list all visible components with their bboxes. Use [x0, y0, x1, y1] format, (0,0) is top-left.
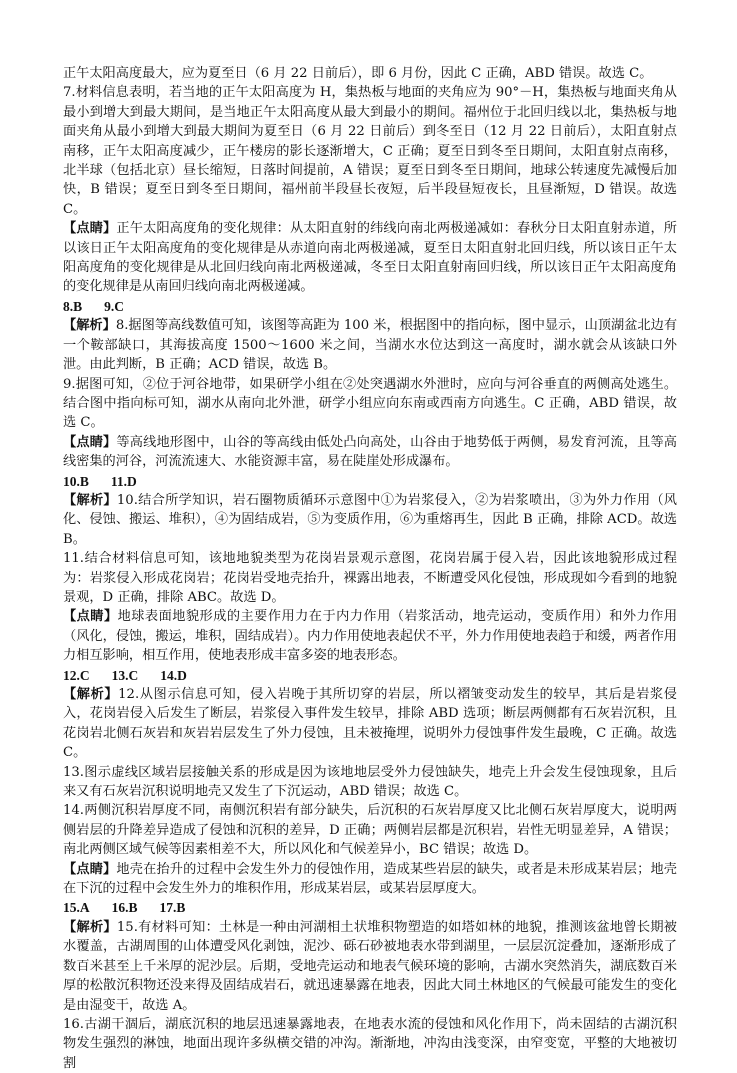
explanation-paragraph: [63, 491, 677, 549]
section-tag: 【点睛】: [63, 221, 117, 237]
section-tag: 【解析】: [63, 919, 117, 935]
answer-key: 13.C: [111, 667, 139, 683]
paragraph-text: 16.古湖干涸后，湖底沉积的地层迅速暴露地表，在地表水流的侵蚀和风化作用下，尚未固结的古湖沉积物发生强烈的淋蚀，地面出现许多纵横交错的冲沟。渐渐地，冲沟由浅变深，由窄变宽，平整的大地被切割: [63, 1016, 677, 1071]
paragraph-text: 等高线地形图中，山谷的等高线由低处凸向高处，山谷由于地势低于两侧，易发育河流，且等高线密集的河谷，河流流速大、水能资源丰富，易在陡崖处形成瀑布。: [63, 434, 677, 470]
paragraph-text: 8.据图等高线数值可知，该图等高距为 100 米，根据图中的指向标，图中显示，山顶湖盆北边有一个鞍部缺口，其海拔高度 1500～1600 米之间，当湖水水位达到这一高度时，湖水就会从该缺口外泄。由此判断，B 正确；ACD 错误，故选 B。: [63, 318, 678, 373]
answer-key: 17.B: [159, 900, 186, 916]
section-tag: 【解析】: [63, 687, 119, 702]
explanation-paragraph: [63, 64, 677, 83]
answer-key: 14.D: [160, 667, 187, 683]
section-tag: 【解析】: [63, 318, 116, 334]
answer-key: 16.B: [111, 900, 138, 916]
answer-key: 8.B: [63, 298, 83, 314]
explanation-paragraph: [63, 1015, 677, 1073]
paragraph-text: 14.两侧沉积岩厚度不同，南侧沉积岩有部分缺失，后沉积的石灰岩厚度又比北侧石灰岩厚度大，说明两侧岩层的升降差异造成了侵蚀和沉积的差异，D 正确；两侧岩层都是沉积岩，岩性无明显差异，A 错误；南北两侧区域气候等因素相差不大，所以风化和气候差异小，BC 错误；故选 D。: [63, 803, 677, 858]
section-tag: 【点睛】: [63, 434, 117, 450]
explanation-paragraph: [63, 375, 677, 433]
paragraph-text: 15.有材料可知：土林是一种由河湖相土状堆积物塑造的如塔如林的地貌，推测该盆地曾长期被水覆盖，古湖周围的山体遭受风化剥蚀，泥沙、砾石砂被地表水带到湖里，一层层沉淀叠加，逐渐形成了数百米甚至上千米厚的泥沙层。后期，受地壳运动和地表气候环境的影响，古湖水突然消失，湖底数百米厚的松散沉积物还没来得及固结成岩石，就迅速暴露在地表，因此大同土林地区的气候最可能发生的变化是由湿变干，故选 A。: [63, 919, 677, 1013]
answer-key: 10.B: [63, 473, 89, 489]
paragraph-text: 地壳在抬升的过程中会发生外力的侵蚀作用，造成某些岩层的缺失，或者是未形成某岩层；地壳在下沉的过程中会发生外力的堆积作用，形成某岩层，或某岩层厚度大。: [63, 861, 677, 897]
answer-key: 11.D: [110, 473, 137, 489]
paragraph-text: 正午太阳高度角的变化规律：从太阳直射的纬线向南北两极递减如：春秋分日太阳直射赤道，所以该日正午太阳高度角的变化规律是从赤道向南北两极递减，夏至日太阳直射北回归线，所以该日正午太阳高度角的变化规律是从北回归线向南北两极递减，冬至日太阳直射南回归线，所以该日正午太阳高度角的变化规律是从南回归线向南北两极递减。: [63, 221, 677, 295]
explanation-paragraph: [63, 549, 677, 607]
paragraph-text: 12.从图示信息可知，侵入岩晚于其所切穿的岩层，所以褶皱变动发生的较早，其后是岩浆侵入，花岗岩侵入后发生了断层，岩浆侵入事件发生较早，排除 ABD 选项；断层两侧都有石灰岩沉积，且花岗岩北侧石灰岩和灰岩岩层发生了外力侵蚀，且未被掩埋，说明外力侵蚀事件发生最晚，C 正确。故选 C。: [63, 687, 677, 761]
answer-key-line: [63, 297, 677, 316]
section-tag: 【解析】: [63, 492, 117, 508]
answer-key-line: [63, 472, 677, 491]
section-tag: 【点睛】: [63, 861, 117, 877]
explanation-paragraph: [63, 860, 677, 899]
explanation-paragraph: [63, 316, 677, 374]
paragraph-text: 11.结合材料信息可知，该地地貌类型为花岗岩景观示意图，花岗岩属于侵入岩，因此该地貌形成过程为：岩浆侵入形成花岗岩；花岗岩受地壳抬升，裸露出地表，不断遭受风化侵蚀，形成现如今看到的地貌景观，D 正确，排除 ABC。故选 D。: [63, 551, 677, 605]
explanation-paragraph: [63, 433, 677, 472]
explanation-paragraph: [63, 918, 677, 1015]
paragraph-text: 正午太阳高度最大，应为夏至日（6 月 22 日前后），即 6 月份，因此 C 正确，ABD 错误。故选 C。: [63, 66, 653, 81]
paragraph-text: 9.据图可知，②位于河谷地带，如果研学小组在②处突遇湖水外泄时，应向与河谷垂直的两侧高处逃生。结合图中指向标可知，湖水从南向北外泄，研学小组应向东南或西南方向逃生。C 正确，ABD 错误，故选 C。: [63, 376, 677, 431]
paragraph-text: 地球表面地貌形成的主要作用力在于内力作用（岩浆活动，地壳运动，变质作用）和外力作用（风化，侵蚀，搬运，堆积，固结成岩）。内力作用使地表起伏不平，外力作用使地表趋于和缓，两者作用力相互影响，相互作用，使地表形成丰富多姿的地表形态。: [63, 609, 678, 664]
explanation-paragraph: [63, 83, 677, 219]
explanation-paragraph: [63, 763, 677, 802]
section-tag: 【点睛】: [63, 609, 118, 625]
explanation-paragraph: [63, 801, 677, 859]
answer-key-line: [63, 898, 677, 917]
paragraph-text: 13.图示虚线区域岩层接触关系的形成是因为该地地层受外力侵蚀缺失，地壳上升会发生侵蚀现象，且后来又有石灰岩沉积说明地壳又发生了下沉运动，ABD 错误；故选 C。: [63, 764, 677, 800]
answer-key: 15.A: [63, 900, 90, 916]
paragraph-text: 7.材料信息表明，若当地的正午太阳高度为 H，集热板与地面的夹角应为 90°－H，集热板与地面夹角从最小到增大到最大期间，是当地正午太阳高度从最大到最小的期间。福州位于北回归线以北，集热板与地面夹角从最小到增大到最大期间为夏至日（6 月 22 日前后）到冬至日（12 月 22 日前后），太阳直射点南移，正午太阳高度减少，正午楼房的影长逐渐增大，C 正确；夏至日到冬至日期间，太阳直射点南移，北半球（包括北京）昼长缩短，日落时间提前，A 错误；夏至日到冬至日期间，地球公转速度先减慢后加快，B 错误；夏至日到冬至日期间，福州前半段昼长夜短，后半段昼短夜长，且昼渐短，D 错误。故选 C。: [63, 85, 677, 217]
paragraph-text: 10.结合所学知识，岩石圈物质循环示意图中①为岩浆侵入，②为岩浆喷出，③为外力作用（风化、侵蚀、搬运、堆积），④为固结成岩，⑤为变质作用，⑥为重熔再生，因此 B 正确，排除 ACD。故选 B。: [63, 492, 677, 547]
answer-key: 9.C: [104, 298, 125, 314]
answer-key: 12.C: [63, 667, 90, 683]
explanation-paragraph: [63, 607, 677, 665]
explanation-paragraph: [63, 219, 677, 297]
answer-key-line: [63, 666, 677, 685]
explanation-paragraph: [63, 685, 677, 763]
